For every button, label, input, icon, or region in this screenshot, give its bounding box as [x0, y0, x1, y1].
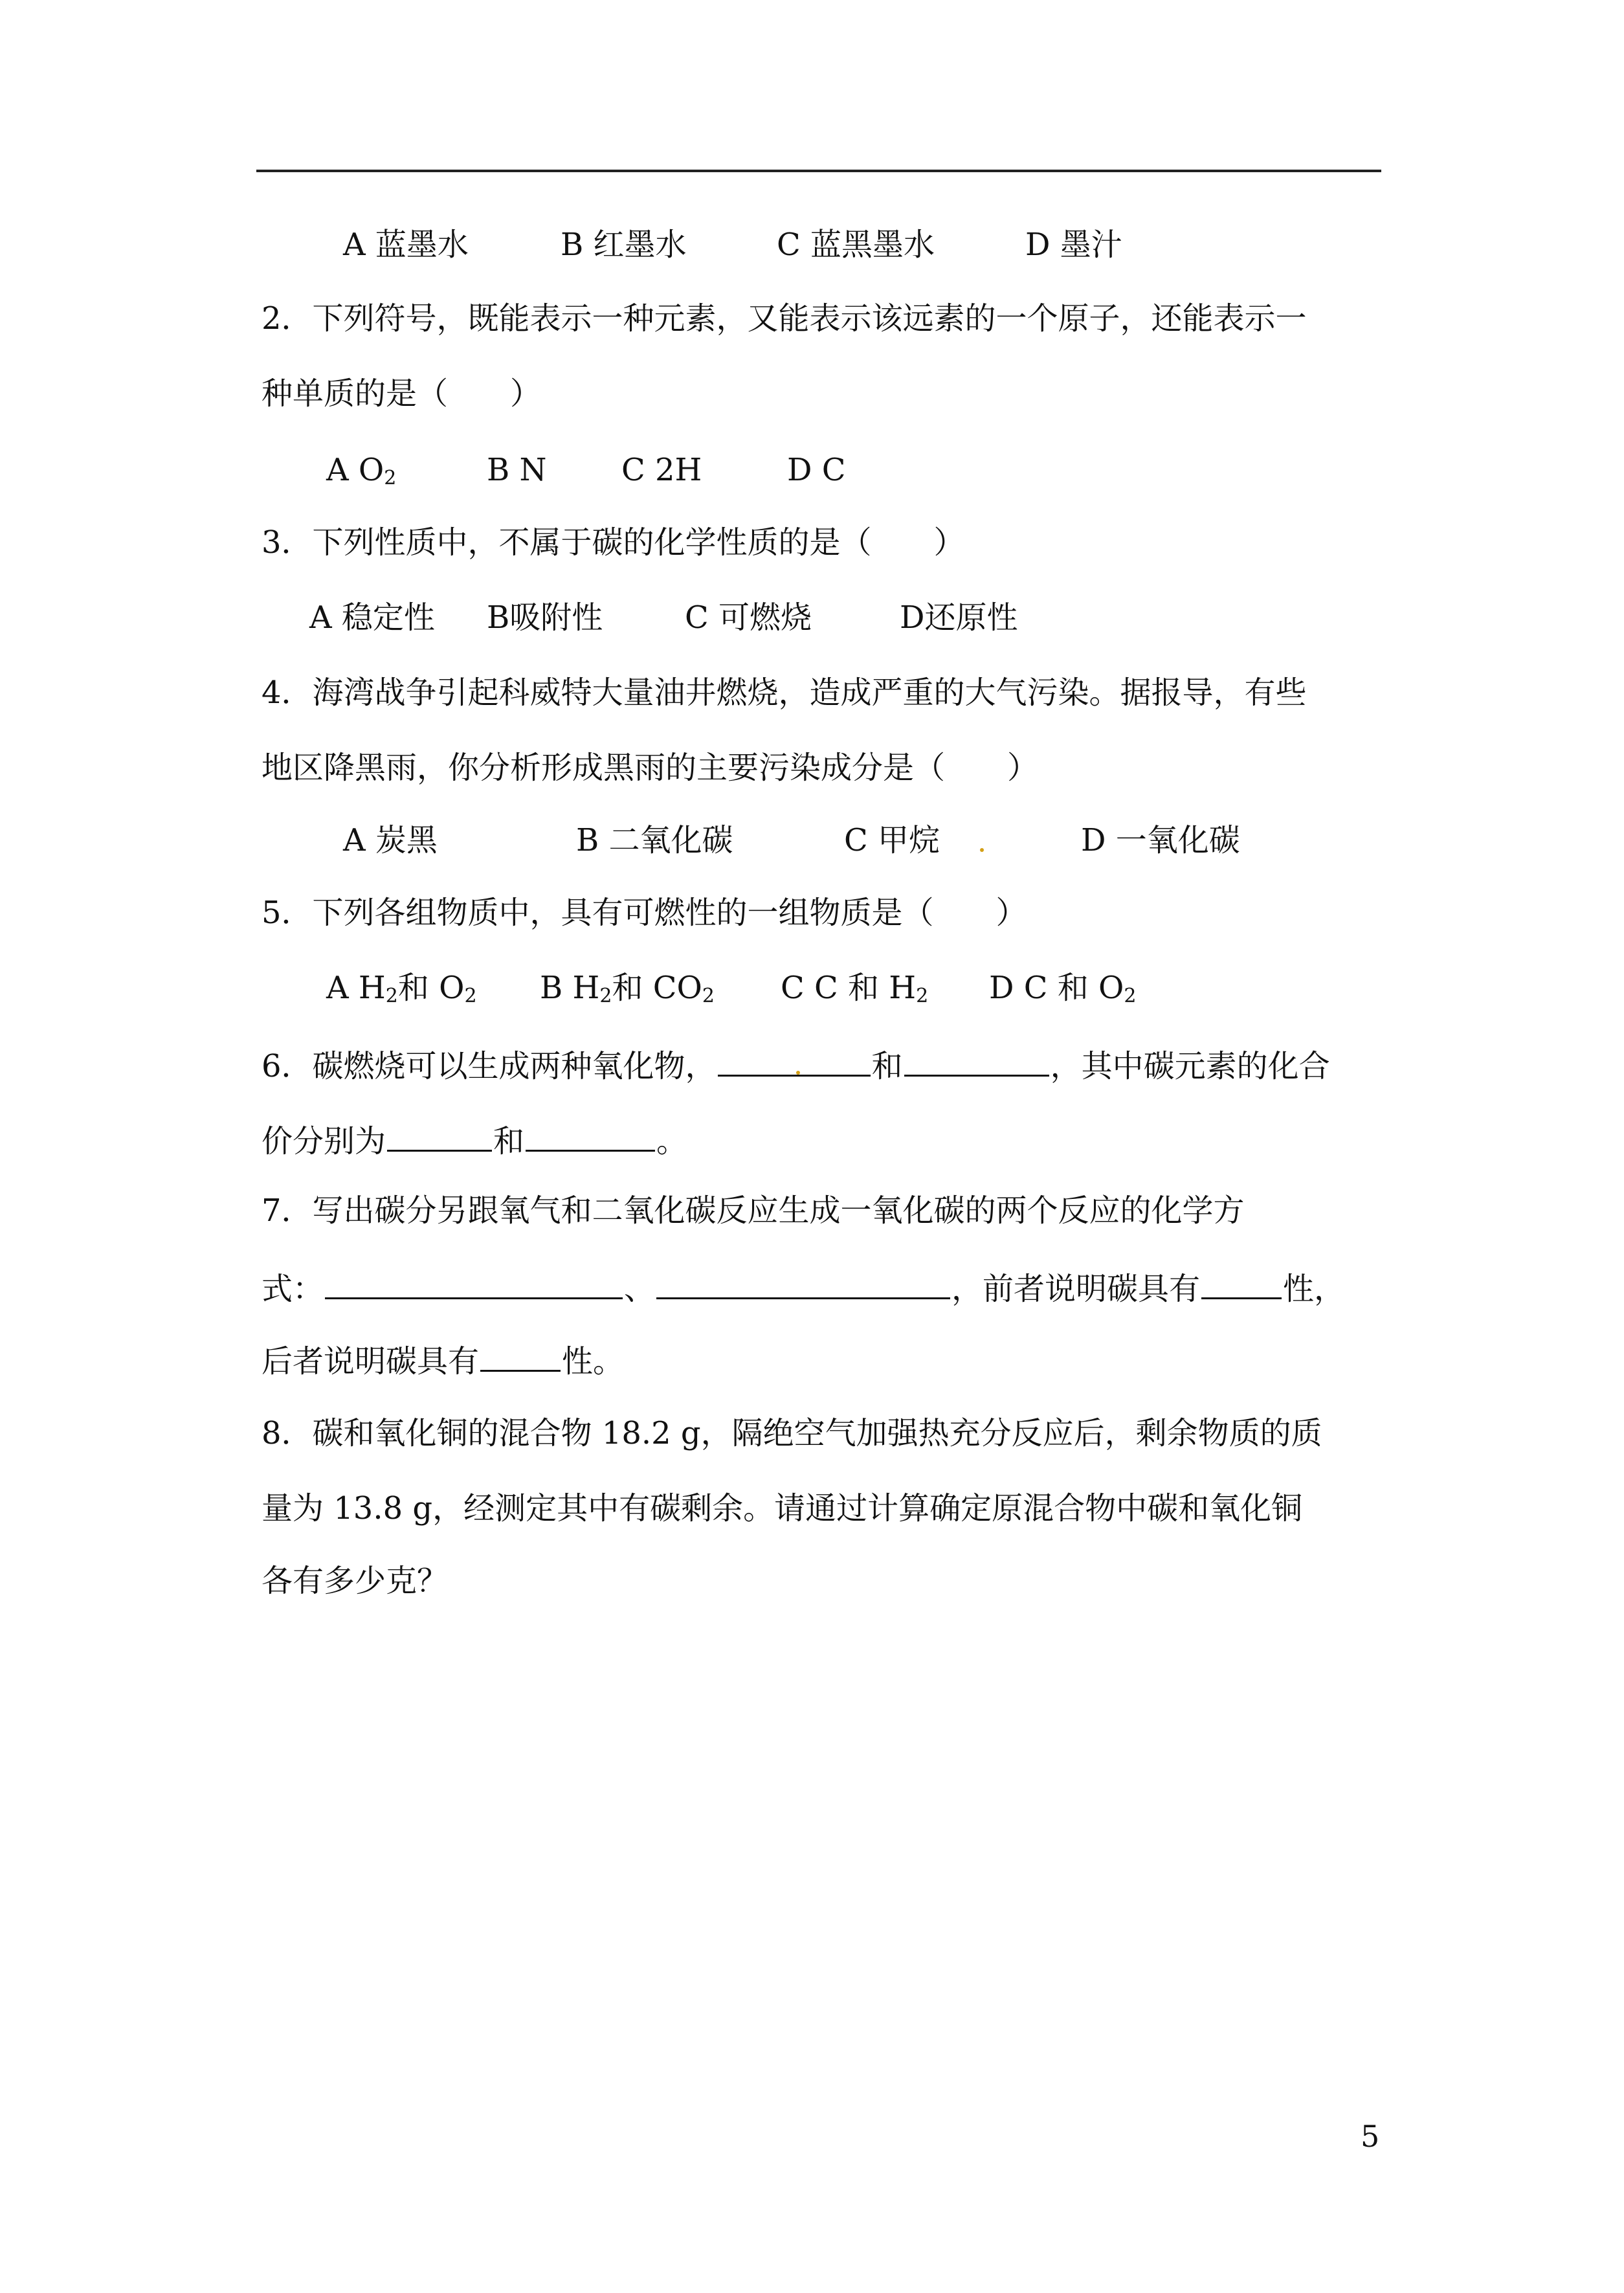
q1-option-b: B 红墨水 — [561, 227, 687, 263]
q6-blank-1[interactable] — [718, 1044, 871, 1077]
q7-blank-3[interactable] — [1201, 1266, 1282, 1299]
q6-line-1: 6．碳燃烧可以生成两种氧化物， 和 ，其中碳元素的化合 — [261, 1044, 1330, 1086]
q6-line-2: 价分别为 和 。 — [261, 1119, 687, 1161]
q8-line-3: 各有多少克？ — [261, 1563, 449, 1599]
q5-option-b: B $H_2$和 $CO_2$ — [540, 970, 715, 1007]
q2-option-a: A $O_2$ — [326, 452, 397, 489]
q7-line-2: 式： 、 ，前者说明碳具有 性， — [261, 1266, 1345, 1308]
q6-blank-4[interactable] — [526, 1119, 655, 1152]
q1-option-c: C 蓝黑墨水 — [777, 227, 935, 263]
q6-blank-2[interactable] — [904, 1044, 1049, 1077]
q2-line-1: 2．下列符号，既能表示一种元素，又能表示该远素的一个原子，还能表示一 — [261, 300, 1307, 337]
q3-option-b: B吸附性 — [487, 599, 603, 636]
q5-option-d: D C 和 $O_2$ — [989, 970, 1137, 1007]
q2-option-d: D C — [787, 452, 846, 488]
q4-option-b: B 二氧化碳 — [576, 822, 733, 858]
q3-option-a: A 稳定性 — [309, 599, 435, 636]
q4-option-a: A 炭黑 — [343, 822, 438, 858]
q5-option-a: A $H_2$和 $O_2$ — [326, 970, 477, 1007]
q7-blank-4[interactable] — [480, 1339, 561, 1372]
page-number: 5 — [1361, 2119, 1380, 2154]
q6-blank-3[interactable] — [387, 1119, 492, 1152]
q3-line-1: 3．下列性质中，不属于碳的化学性质的是（ ） — [261, 524, 965, 561]
q2-option-b: B N — [487, 452, 547, 488]
q7-blank-1[interactable] — [325, 1266, 623, 1299]
q8-line-2: 量为 13.8 g，经测定其中有碳剩余。请通过计算确定原混合物中碳和氧化铜 — [261, 1490, 1303, 1527]
q1-option-d: D 墨汁 — [1025, 227, 1122, 263]
header-rule — [256, 170, 1381, 172]
q5-option-c: C C 和 $H_2$ — [781, 970, 929, 1007]
q2-option-c: C 2H — [621, 452, 702, 488]
q8-line-1: 8．碳和氧化铜的混合物 18.2 g，隔绝空气加强热充分反应后，剩余物质的质 — [261, 1415, 1322, 1451]
q1-option-a: A 蓝墨水 — [343, 227, 469, 263]
q4-option-d: D 一氧化碳 — [1081, 822, 1240, 858]
q4-option-c: C 甲烷 — [844, 822, 940, 858]
q7-line-3: 后者说明碳具有 性。 — [261, 1339, 624, 1381]
stray-dot-2 — [796, 1071, 800, 1075]
stray-dot — [980, 848, 984, 852]
q5-line-1: 5．下列各组物质中，具有可燃性的一组物质是（ ） — [261, 895, 1027, 931]
q3-option-c: C 可燃烧 — [685, 599, 812, 636]
q4-line-2: 地区降黑雨，你分析形成黑雨的主要污染成分是（ ） — [261, 750, 1039, 786]
q2-line-2: 种单质的是（ ） — [261, 375, 542, 412]
q4-line-1: 4．海湾战争引起科威特大量油井燃烧，造成严重的大气污染。据报导，有些 — [261, 675, 1307, 711]
q3-option-d: D还原性 — [900, 599, 1018, 636]
q7-blank-2[interactable] — [656, 1266, 950, 1299]
q7-line-1: 7．写出碳分另跟氧气和二氧化碳反应生成一氧化碳的两个反应的化学方 — [261, 1192, 1245, 1229]
